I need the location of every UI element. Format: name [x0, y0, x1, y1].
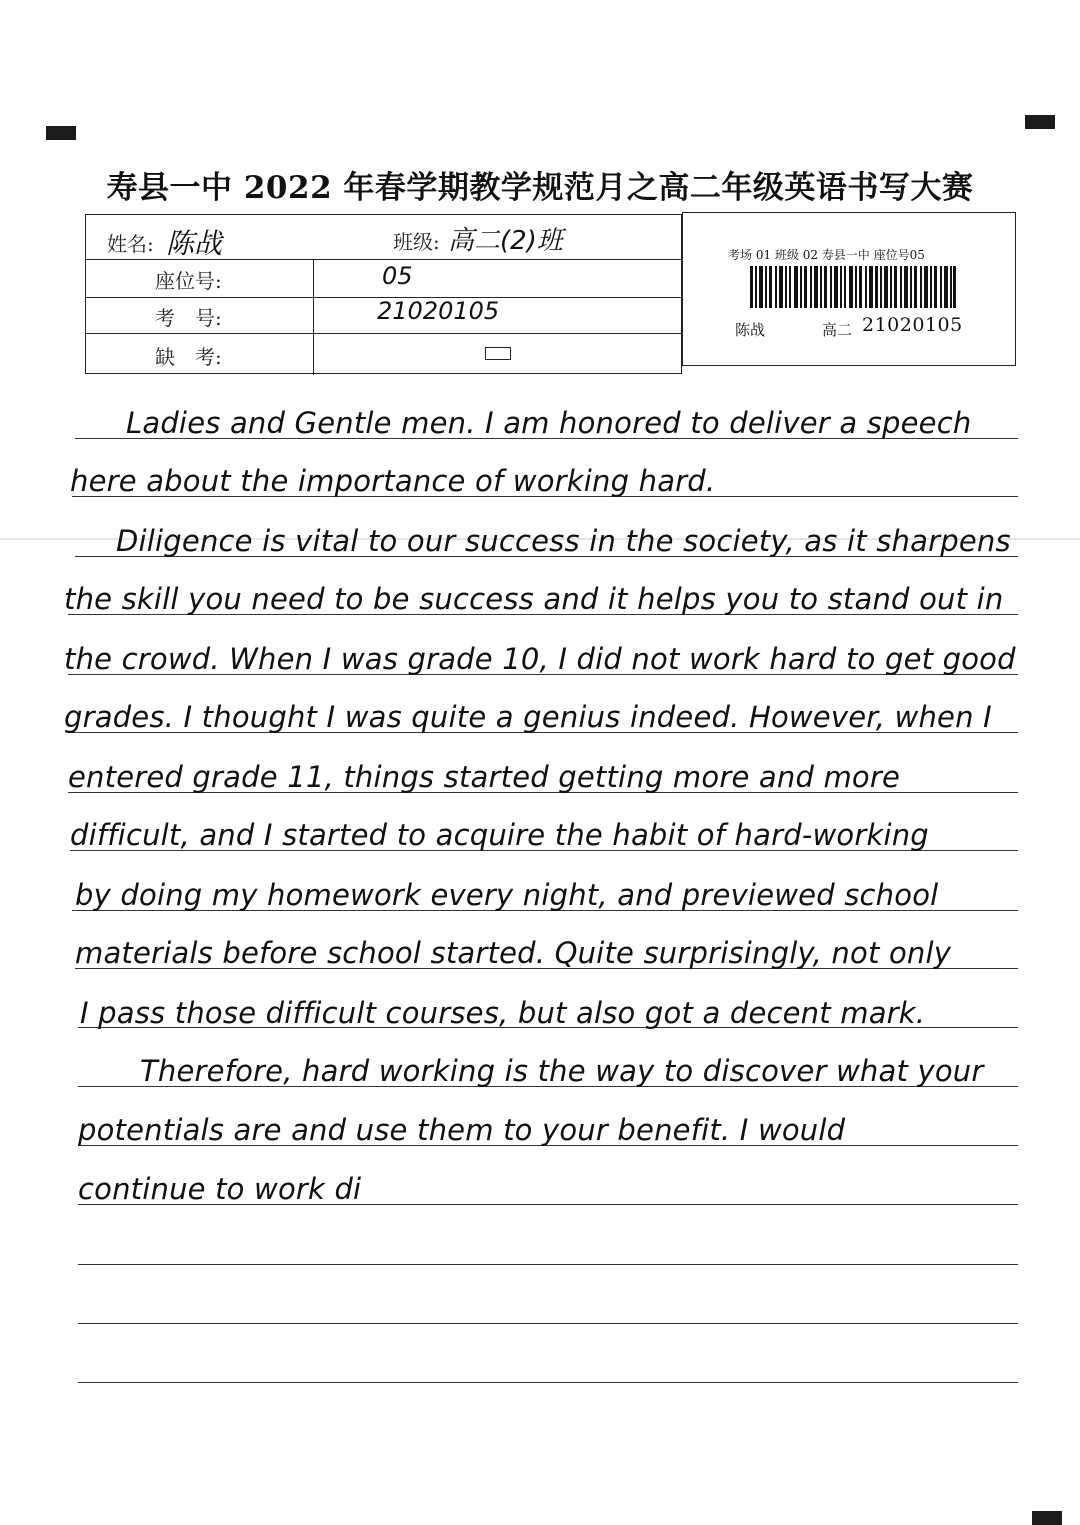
- absent-label: 缺 考:: [155, 345, 222, 369]
- barcode-name: 陈战: [735, 321, 766, 339]
- essay-line: continue to work di: [78, 1172, 362, 1206]
- table-divider: [313, 259, 314, 375]
- essay-line: entered grade 11, things started getting more and more: [68, 760, 901, 794]
- class-value: 高二(2)班: [448, 226, 563, 256]
- alignment-marker-left: [46, 126, 76, 140]
- essay-line: Therefore, hard working is the way to discover what your: [140, 1054, 984, 1088]
- essay-line: the skill you need to be success and it helps you to stand out in: [64, 582, 1004, 616]
- ruled-line: [78, 1264, 1018, 1265]
- ruled-line: [78, 1323, 1018, 1324]
- essay-line: I pass those difficult courses, but also got a decent mark.: [80, 996, 926, 1030]
- seat-label: 座位号:: [155, 269, 222, 293]
- class-label: 班级:: [393, 230, 440, 254]
- essay-line: by doing my homework every night, and previewed school: [75, 878, 939, 912]
- name-value: 陈战: [166, 227, 223, 260]
- essay-line: materials before school started. Quite surprisingly, not only: [75, 936, 952, 970]
- essay-line: Diligence is vital to our success in the society, as it sharpens: [116, 524, 1011, 558]
- barcode-number: 21020105: [862, 314, 963, 336]
- table-divider: [86, 333, 681, 334]
- essay-line: potentials are and use them to your benefit. I would: [78, 1113, 846, 1147]
- seat-value: 05: [382, 262, 413, 290]
- exam-number-label: 考 号:: [155, 306, 222, 330]
- barcode-grade: 高二: [822, 321, 853, 339]
- alignment-marker-right: [1025, 115, 1055, 129]
- alignment-marker-bottom-right: [1032, 1511, 1062, 1525]
- name-label: 姓名:: [107, 232, 154, 256]
- barcode-header: 考场 01 班级 02 寿县一中 座位号05: [728, 248, 925, 262]
- barcode-icon: [750, 266, 956, 308]
- absent-checkbox[interactable]: [485, 347, 511, 360]
- essay-line: difficult, and I started to acquire the habit of hard-working: [70, 818, 929, 852]
- exam-number-value: 21020105: [377, 297, 500, 325]
- essay-line: here about the importance of working hard.: [70, 464, 716, 498]
- essay-line: Ladies and Gentle men. I am honored to deliver a speech: [126, 406, 972, 440]
- ruled-line: [78, 1382, 1018, 1383]
- essay-line: the crowd. When I was grade 10, I did not work hard to get good: [64, 642, 1016, 676]
- document-title: 寿县一中 2022 年春学期教学规范月之高二年级英语书写大赛: [106, 170, 974, 206]
- essay-line: grades. I thought I was quite a genius indeed. However, when I: [64, 700, 992, 734]
